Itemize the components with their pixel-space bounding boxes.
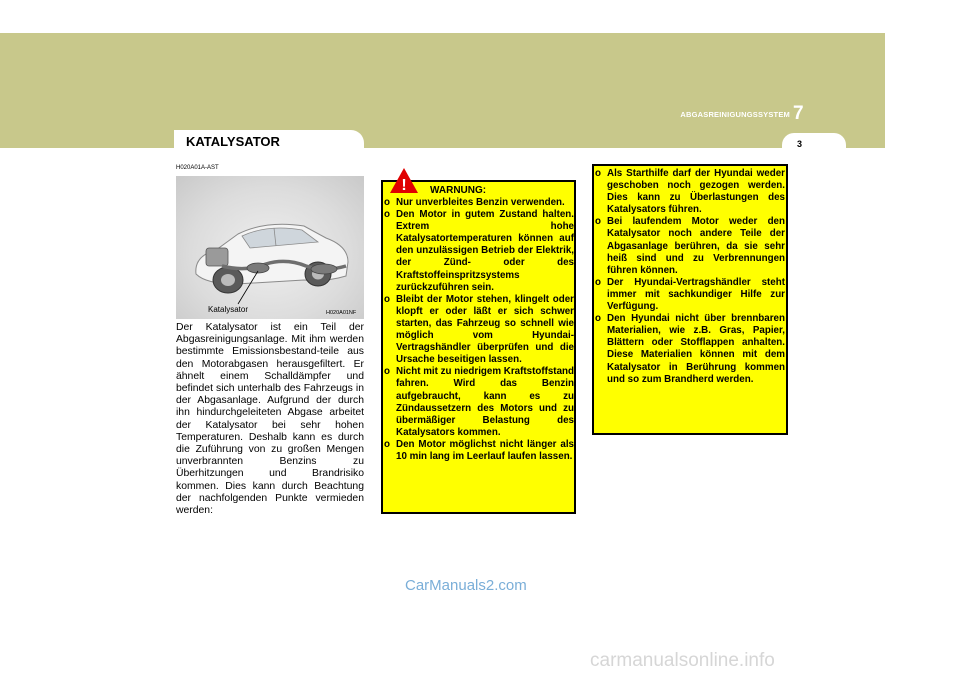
warning-item: o Als Starthilfe darf der Hyundai weder geschoben noch gezogen werden. Dies kann zu Überlastungen des Katalysators führen.	[595, 168, 785, 216]
warning-item: o Nur unverbleites Benzin verwenden.	[384, 197, 574, 209]
warning-item: o Den Hyundai nicht über brennbaren Materialien, wie z.B. Gras, Papier, Blättern oder Stofflappen anhalten. Diese Materialien können mit dem Katalysator in Berührung kommen und so zum Brandherd werden.	[595, 313, 785, 386]
warning-item: o Der Hyundai-Vertragshändler steht immer mit sachkundiger Hilfe zur Verfügung.	[595, 277, 785, 313]
warning-triangle-icon	[389, 167, 419, 194]
warning-exclamation: !	[401, 177, 407, 194]
header-band	[0, 33, 885, 148]
page-tab	[782, 133, 846, 157]
chapter-number: 7	[793, 103, 804, 124]
figure-label: Katalysator	[208, 305, 249, 314]
warning-item: o Nicht mit zu niedrigem Kraftstoffstand fahren. Wird das Benzin aufgebraucht, kann es zu Zündaussetzern des Motors und zu übermäßiger Belastung des Katalysators kommen.	[384, 366, 574, 439]
section-label: ABGASREINIGUNGSSYSTEM	[680, 110, 790, 119]
watermark-carmanualsonline: carmanualsonline.info	[590, 650, 775, 671]
warning-item: o Bleibt der Motor stehen, klingelt oder klopft er oder läßt er sich schwer starten, das Fahrzeug so schnell wie möglich vom Hyundai-Vertragshändler überprüfen und die Ursache beseitigen lassen.	[384, 294, 574, 367]
warning-title: WARNUNG:	[430, 185, 487, 196]
warning-item: o Den Motor möglichst nicht länger als 10 min lang im Leerlauf laufen lassen.	[384, 439, 574, 463]
car-exhaust-diagram	[176, 176, 364, 319]
reference-code: H020A01A-AST	[176, 165, 219, 171]
page-number: 3	[797, 139, 803, 149]
section-title: KATALYSATOR	[186, 134, 280, 149]
watermark-link-carmanuals2[interactable]: CarManuals2.com	[405, 577, 527, 594]
body-paragraph: Der Katalysator ist ein Teil der Abgasreinigungsanlage. Mit ihm werden bestimmte Emissionsbestand-teile aus den Motorabgasen herausgefiltert. Er ähnelt einem Schalldämpfer und befindet sich unterhalb des Fahrzeugs in der Abgasanlage. Aufgrund der durch ihn hindurchgeleiteten Abgase arbeitet der Katalysator bei sehr hohen Temperaturen. Deshalb kann es durch die Zuführung von zu großen Mengen unverbrannten Benzins zu Überhitzungen und Brandrisiko kommen. Dies kann durch Beachtung der nachfolgenden Punkte vermieden werden:	[176, 322, 364, 517]
warning-list	[384, 197, 574, 463]
warning-list-continued	[595, 168, 785, 386]
warning-item: o Bei laufendem Motor weder den Katalysator noch andere Teile der Abgasanlage berühren, da sie sehr heiß sind und zu Verbrennungen führen können.	[595, 216, 785, 276]
figure-code: H020A01NF	[326, 310, 357, 316]
warning-item: o Den Motor in gutem Zustand halten. Extrem hohe Katalysatortemperaturen können auf den unzulässigen Betrieb der Elektrik, der Zünd- oder des Kraftstoffeinspritzsystems zurückzuführen sein.	[384, 209, 574, 294]
car-illustration	[176, 176, 364, 319]
